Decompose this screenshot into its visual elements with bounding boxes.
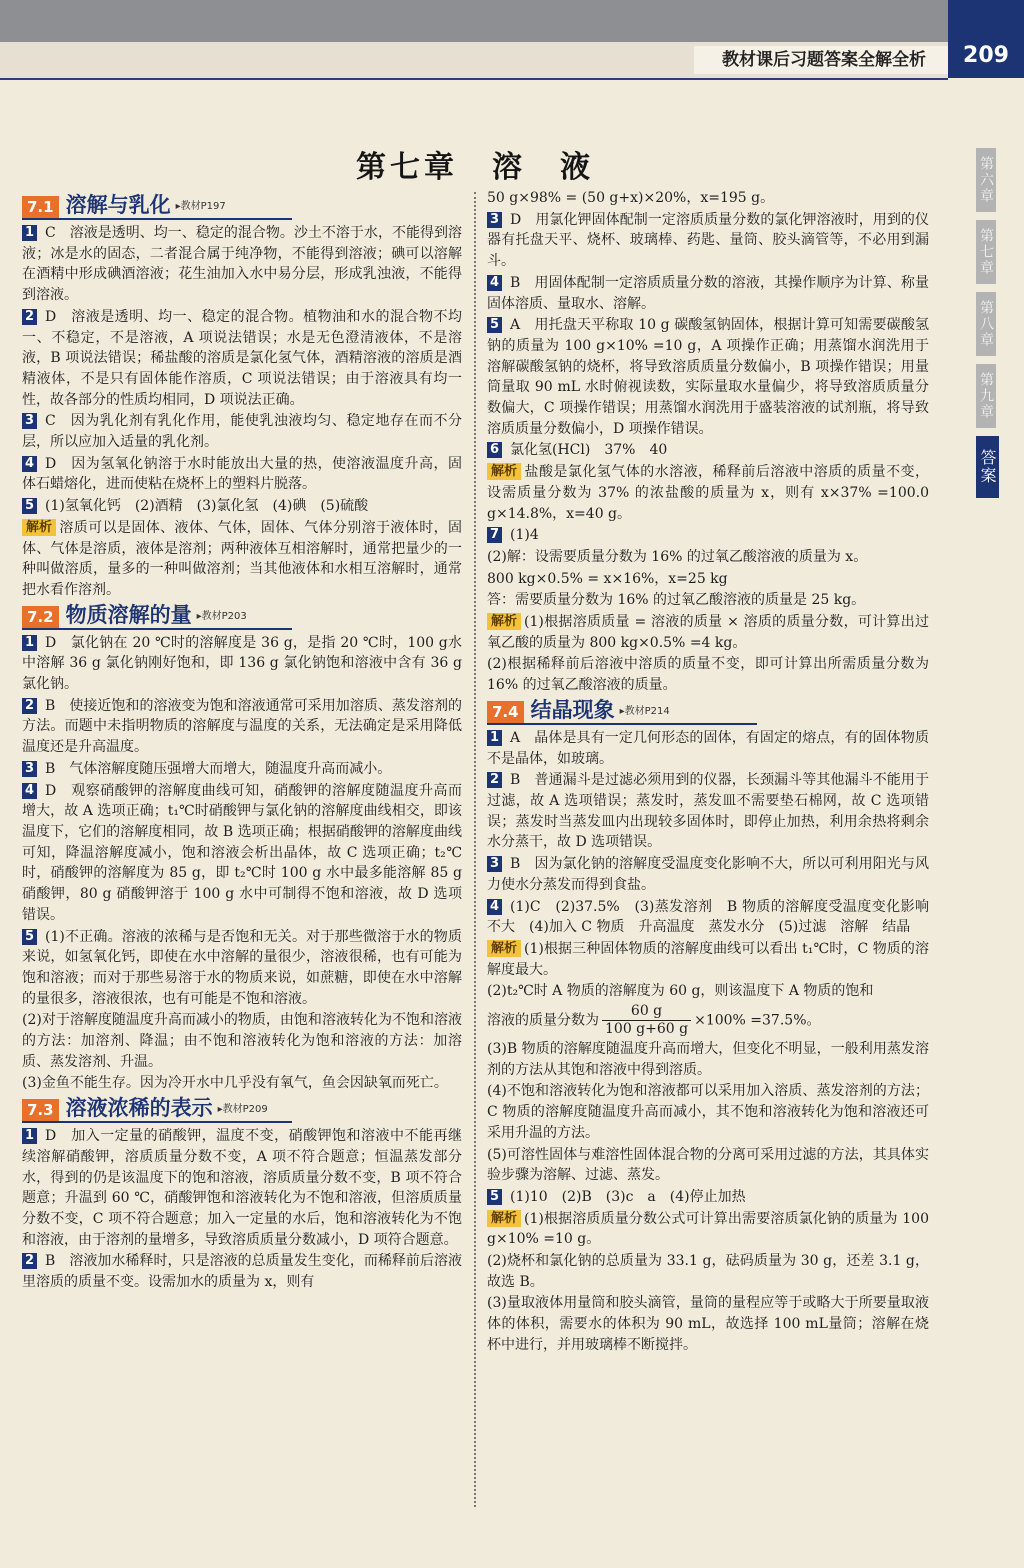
answer-item (22, 307, 462, 411)
analysis-subpart: (2)根据稀释前后溶液中溶质的质量不变，即可计算出所需质量分数为 16% 的过氧乙酸溶液的质量。 (487, 656, 929, 694)
section-number: 7.1 (22, 196, 59, 218)
question-number-badge: 2 (487, 772, 502, 788)
section-header-7-4 (487, 697, 757, 725)
analysis-subpart: (2)烧杯和氯化钠的总质量为 33.1 g，砝码质量为 30 g，还差 3.1 g，故选 B。 (487, 1253, 929, 1290)
section-number: 7.4 (487, 701, 524, 723)
answer-text: B 普通漏斗是过滤必须用到的仪器，长颈漏斗等其他漏斗不能用于过滤，故 A 选项错误；蒸发时，蒸发皿不需要垫石棉网，故 C 选项错误；蒸发时当蒸发皿内出现较多固体时，即停止加热，利用余热将剩余水分蒸干，故 D 选项错误。 (487, 772, 929, 851)
answer-continuation: 50 g×98% = (50 g+x)×20%，x=195 g。 (487, 190, 775, 206)
answer-text: A 用托盘天平称取 10 g 碳酸氢钠固体，根据计算可知需要碳酸氢钠的质量为 100 g×10% =10 g，A 项操作正确；用蒸馏水润洗用于溶解碳酸氢钠的烧杯，将导致溶质质量分数偏小，B 项操作错误；用量筒量取 90 mL 水时俯视读数，实际量取水量偏少，将导致溶质质量分数偏大，C 项操作错误；用蒸馏水润洗用于盛装溶液的试剂瓶，将导致溶质质量分数偏小，D 项操作错误。 (487, 317, 929, 437)
answer-item (22, 223, 462, 306)
fraction-numerator: 60 g (602, 1003, 691, 1021)
analysis-label: 解析 (487, 1210, 521, 1227)
question-number-badge: 1 (487, 730, 502, 746)
analysis-subpart: (5)可溶性固体与难溶性固体混合物的分离可采用过滤的方法，其具体实验步骤为溶解、过滤、蒸发。 (487, 1146, 929, 1184)
section-title: 溶解与乳化 (65, 193, 171, 217)
answer-item (22, 454, 462, 495)
answer-item (487, 728, 929, 769)
textbook-page-ref: ▸教材P214 (619, 705, 670, 717)
analysis-subpart: (4)不饱和溶液转化为饱和溶液都可以采用加入溶质、蒸发溶剂的方法；C 物质的溶解度随温度升高而减小，其不饱和溶液转化为饱和溶液还可采用升温的方法。 (487, 1083, 929, 1141)
answer-text: B 用固体配制一定溶质质量分数的溶液，其操作顺序为计算、称量固体溶质、量取水、溶解。 (487, 274, 929, 312)
answer-subpart: (2)对于溶解度随温度升高而减小的物质，由饱和溶液转化为不饱和溶液的方法：加溶剂、降温；由不饱和溶液转化为饱和溶液的方法：加溶质、蒸发溶剂、升温。 (22, 1012, 462, 1070)
question-number-badge: 1 (22, 635, 37, 651)
question-number-badge: 2 (22, 309, 37, 325)
answer-item (22, 927, 462, 1010)
side-tab-ch7[interactable]: 第七章 (976, 220, 996, 284)
section-header-7-3 (22, 1095, 292, 1123)
analysis-subpart: (3)量取液体用量筒和胶头滴管，量筒的量程应等于或略大于所要量取液体的体积，需要水的体积为 90 mL，故选择 100 mL量筒；溶解在烧杯中进行，并用玻璃棒不断搅拌。 (487, 1295, 929, 1353)
answer-text: D 氯化钠在 20 ℃时的溶解度是 36 g，是指 20 ℃时，100 g水中溶解 36 g 氯化钠刚好饱和，即 136 g 氯化钠饱和溶液中含有 36 g 氯化钠。 (22, 634, 462, 693)
analysis-block (22, 518, 462, 601)
analysis-block (487, 939, 929, 980)
side-tab-ch9[interactable]: 第九章 (976, 364, 996, 428)
analysis-text: (1)根据溶质质量分数公式可计算出需要溶质氯化钠的质量为 100 g×10% =10 g。 (487, 1210, 929, 1248)
side-tab-ch8[interactable]: 第八章 (976, 292, 996, 356)
question-number-badge: 4 (22, 456, 37, 472)
question-number-badge: 5 (22, 498, 37, 514)
answer-text: D 观察硝酸钾的溶解度曲线可知，硝酸钾的溶解度随温度升高而增大，故 A 选项正确；t₁℃时硝酸钾与氯化钠的溶解度曲线相交，即该温度下，它们的溶解度相同，故 B 选项正确；根据硝酸钾的溶解度曲线可知，降温溶解度减小，饱和溶液会析出晶体，故 C 选项正确；t₂℃时，硝酸钾的溶解度为 85 g，即 t₂℃时 100 g 水中最多能溶解 85 g 硝酸钾，80 g 硝酸钾溶于 100 g 水中可制得不饱和溶液，故 D 选项错误。 (22, 782, 462, 923)
question-number-badge: 2 (22, 698, 37, 714)
question-number-badge: 5 (22, 929, 37, 945)
section-number: 7.2 (22, 606, 59, 628)
textbook-page-ref: ▸教材P197 (175, 201, 226, 212)
question-number-badge: 1 (22, 225, 37, 241)
answer-text: B 溶液加水稀释时，只是溶液的总质量发生变化，而稀释前后溶液里溶质的质量不变。设需加水的质量为 x，则有 (22, 1253, 462, 1291)
section-title: 物质溶解的量 (65, 602, 192, 627)
section-title: 结晶现象 (530, 697, 615, 722)
answer-item (487, 210, 929, 272)
analysis-label: 解析 (487, 940, 521, 957)
textbook-page-ref: ▸教材P209 (217, 1104, 268, 1116)
section-header-7-2 (22, 602, 292, 630)
answer-text: B 因为氯化钠的溶解度受温度变化影响不大，所以可利用阳光与风力使水分蒸发而得到食盐。 (487, 856, 929, 893)
answer-item (22, 759, 462, 780)
answer-text: D 用氯化钾固体配制一定溶质质量分数的氯化钾溶液时，用到的仪器有托盘天平、烧杯、玻璃棒、药匙、量筒、胶头滴管等，不必用到漏斗。 (487, 211, 929, 270)
answer-item (487, 315, 929, 439)
question-number-badge: 7 (487, 527, 502, 543)
chapter-title: 第七章 溶 液 (356, 150, 594, 185)
side-tab-ch6[interactable]: 第六章 (976, 148, 996, 212)
analysis-label: 解析 (487, 463, 521, 480)
answer-text: (1)10 (2)B (3)c a (4)停止加热 (510, 1188, 746, 1205)
chapter-side-tabs (976, 148, 1024, 506)
answer-item (487, 770, 929, 853)
book-title: 教材课后习题答案全解全析 (694, 46, 948, 74)
analysis-subpart: (2)t₂℃时 A 物质的溶解度为 60 g，则该温度下 A 物质的饱和 (487, 983, 874, 1000)
formula-prefix: 溶液的质量分数为 (487, 1012, 599, 1029)
answer-item (487, 525, 929, 546)
answer-item (22, 696, 462, 758)
question-number-badge: 1 (22, 1128, 37, 1144)
answer-text: (1)不正确。溶液的浓稀与是否饱和无关。对于那些微溶于水的物质来说，如氢氧化钙，即使在水中溶解的量很少，溶液很稀，也有可能为饱和溶液；而对于那些易溶于水的物质来说，如蔗糖，即使在水中溶解的量很多，溶液很浓，也有可能是不饱和溶液。 (22, 928, 462, 1007)
column-divider (474, 192, 476, 1507)
answer-text: B 气体溶解度随压强增大而增大，随温度升高而减小。 (45, 760, 392, 777)
answer-item (487, 273, 929, 314)
analysis-label: 解析 (487, 613, 521, 630)
textbook-page-ref: ▸教材P203 (196, 610, 247, 622)
analysis-text: 溶质可以是固体、液体、气体，固体、气体分别溶于液体时，固体、气体是溶质，液体是溶剂；两种液体互相溶解时，通常把量少的一种叫做溶质，量多的一种叫做溶剂；当其他液体和水相互溶解时，通常把水看作溶剂。 (22, 519, 462, 598)
answer-subpart: 800 kg×0.5% = x×16%，x=25 kg (487, 570, 728, 587)
section-number: 7.3 (22, 1099, 59, 1121)
question-number-badge: 5 (487, 317, 502, 333)
answer-text: D 溶液是透明、均一、稳定的混合物。植物油和水的混合物不均一、不稳定，不是溶液，A 项说法错误；水是无色澄清液体，不是溶液，B 项说法错误；稀盐酸的溶质是氯化氢气体，酒精溶液的溶质是酒精液体，不是只有固体能作溶质，C 项说法错误；由于溶液具有均一性，故各部分的性质均相同，D 项说法正确。 (22, 308, 462, 408)
section-header-7-1 (22, 192, 292, 220)
analysis-subpart: (3)B 物质的溶解度随温度升高而增大，但变化不明显，一般利用蒸发溶剂的方法从其饱和溶液中得到溶质。 (487, 1041, 929, 1078)
answer-text: D 加入一定量的硝酸钾，温度不变，硝酸钾饱和溶液中不能再继续溶解硝酸钾，溶质质量分数不变，A 项不符合题意；恒温蒸发部分水，得到的仍是该温度下的饱和溶液，溶质质量分数不变，B 项不符合题意；升温到 60 ℃，硝酸钾饱和溶液转化为不饱和溶液，但溶质质量分数不变，C 项不符合题意；加入一定量的水后，饱和溶液转化为不饱和溶液，由于溶剂的量增多，导致溶质质量分数减小，D 项符合题意。 (22, 1128, 462, 1248)
question-number-badge: 3 (22, 761, 37, 777)
answer-text: A 晶体是具有一定几何形态的固体，有固定的熔点，有的固体物质不是晶体，如玻璃。 (487, 729, 929, 767)
running-header (0, 42, 948, 80)
answer-text: (1)4 (510, 527, 539, 544)
right-column (487, 188, 929, 1357)
answer-text: 氯化氢(HCl) 37% 40 (510, 442, 668, 459)
question-number-badge: 3 (22, 413, 37, 429)
answer-item (22, 781, 462, 926)
answer-text: D 因为氢氧化钠溶于水时能放出大量的热，使溶液温度升高，固体石蜡熔化，进而使粘在烧杯上的塑料片脱落。 (22, 455, 462, 493)
analysis-label: 解析 (22, 519, 56, 536)
top-gray-bar (0, 0, 948, 42)
answer-item (22, 496, 462, 517)
answer-item (22, 633, 462, 695)
page-number: 209 (948, 0, 1024, 78)
question-number-badge: 4 (487, 899, 502, 915)
section-title: 溶液浓稀的表示 (65, 1096, 213, 1121)
answer-item (22, 411, 462, 452)
formula-suffix: ×100% =37.5%。 (694, 1012, 821, 1029)
answer-item (487, 854, 929, 895)
answer-item (22, 1251, 462, 1292)
analysis-block (487, 612, 929, 653)
answer-text: C 溶液是透明、均一、稳定的混合物。沙土不溶于水，不能得到溶液；冰是水的固态，二者混合属于纯净物，不能得到溶液；碘可以溶解在酒精中形成碘酒溶液；花生油加入水中易分层，形成乳浊液，不能得到溶液。 (22, 225, 462, 304)
fraction (602, 1003, 691, 1038)
answer-text: B 使接近饱和的溶液变为饱和溶液通常可采用加溶质、蒸发溶剂的方法。而题中未指明物质的溶解度与温度的关系，无法确定是采用降低温度还是升高温度。 (22, 697, 462, 756)
answer-text: (1)氢氧化钙 (2)酒精 (3)氯化氢 (4)碘 (5)硫酸 (45, 498, 369, 515)
answer-item (487, 897, 929, 938)
analysis-text: (1)根据溶质质量 = 溶液的质量 × 溶质的质量分数，可计算出过氧乙酸的质量为 800 kg×0.5% =4 kg。 (487, 614, 929, 651)
answer-item (22, 1126, 462, 1250)
left-column (22, 192, 462, 1294)
analysis-formula-line (487, 1003, 929, 1038)
answer-text: C 因为乳化剂有乳化作用，能使乳浊液均匀、稳定地存在而不分层，所以应加入适量的乳化剂。 (22, 413, 462, 451)
question-number-badge: 4 (22, 783, 37, 799)
side-tab-answers[interactable]: 答案 (976, 436, 999, 498)
question-number-badge: 3 (487, 856, 502, 872)
answer-item (487, 440, 929, 461)
answer-item (487, 1187, 929, 1208)
analysis-block (487, 1209, 929, 1250)
question-number-badge: 2 (22, 1253, 37, 1269)
answer-subpart: (2)解：设需要质量分数为 16% 的过氧乙酸溶液的质量为 x。 (487, 548, 868, 565)
question-number-badge: 4 (487, 275, 502, 291)
question-number-badge: 5 (487, 1189, 502, 1205)
answer-subpart: (3)金鱼不能生存。因为冷开水中几乎没有氧气，鱼会因缺氧而死亡。 (22, 1075, 448, 1092)
analysis-block (487, 462, 929, 524)
question-number-badge: 3 (487, 212, 502, 228)
answer-text: (1)C (2)37.5% (3)蒸发溶剂 B 物质的溶解度受温度变化影响不大 (4)加入 C 物质 升高温度 蒸发水分 (5)过滤 溶解 结晶 (487, 898, 929, 936)
question-number-badge: 6 (487, 442, 502, 458)
analysis-text: (1)根据三种固体物质的溶解度曲线可以看出 t₁℃时，C 物质的溶解度最大。 (487, 940, 929, 978)
analysis-text: 盐酸是氯化氢气体的水溶液，稀释前后溶液中溶质的质量不变，设需质量分数为 37% 的浓盐酸的质量为 x，则有 x×37% =100.0 g×14.8%，x=40 g。 (487, 464, 929, 522)
answer-subpart: 答：需要质量分数为 16% 的过氧乙酸溶液的质量是 25 kg。 (487, 592, 866, 609)
fraction-denominator: 100 g+60 g (605, 1021, 689, 1038)
